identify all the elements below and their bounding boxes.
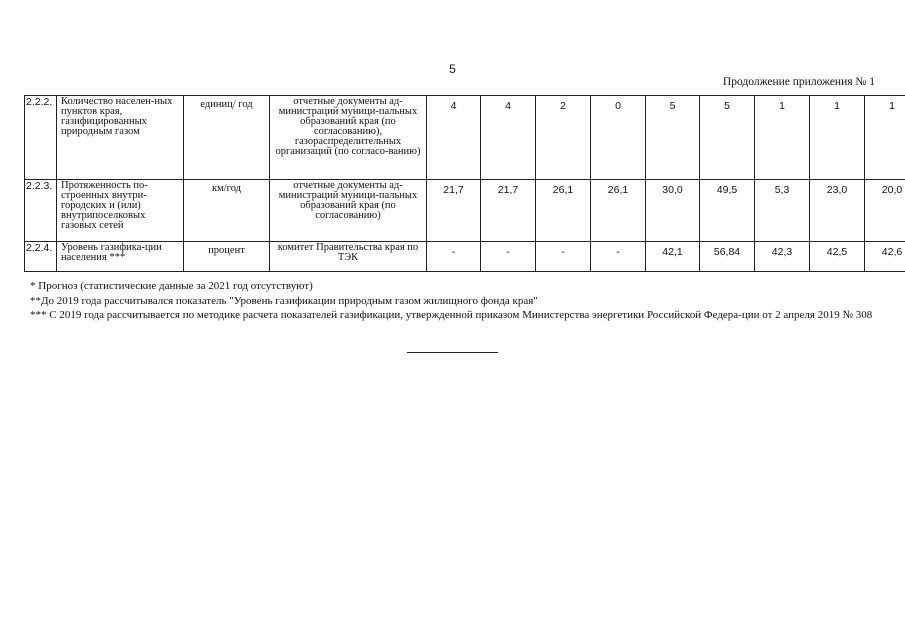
page-number: 5 — [449, 62, 456, 76]
value-cell: 5 — [700, 96, 755, 180]
footnote-before-2019: **До 2019 года рассчитывался показатель "Уровень газификации природным газом жилищного фонда края" — [30, 294, 538, 307]
value-cell: - — [591, 242, 646, 272]
closing-rule — [407, 352, 498, 353]
value-cell: 5 — [646, 96, 700, 180]
value-cell: 49,5 — [700, 180, 755, 242]
value-cell: 26,1 — [591, 180, 646, 242]
row-code-cell: 2.2.3. — [25, 180, 57, 242]
value-cell: 2 — [536, 96, 591, 180]
indicator-name-cell: Количество населен-ных пунктов края, газифицированных природным газом — [57, 96, 184, 180]
indicator-name-cell: Протяженность по-строенных внутри-городских и (или) внутрипоселковых газовых сетей — [57, 180, 184, 242]
footnote-forecast: * Прогноз (статистические данные за 2021 год отсутствуют) — [30, 280, 313, 292]
source-cell: комитет Правительства края по ТЭК — [270, 242, 427, 272]
value-cell: 30,0 — [646, 180, 700, 242]
value-cell: 1 — [810, 96, 865, 180]
value-cell: 4 — [481, 96, 536, 180]
value-cell: 42,3 — [755, 242, 810, 272]
footnotes — [30, 279, 890, 323]
value-cell: 21,7 — [427, 180, 481, 242]
indicators-table — [24, 95, 905, 272]
value-cell: - — [427, 242, 481, 272]
value-cell: 56,84 — [700, 242, 755, 272]
value-cell: 20,0 — [865, 180, 905, 242]
row-code-cell: 2.2.2. — [25, 96, 57, 180]
value-cell: 42,5 — [810, 242, 865, 272]
source-cell: отчетные документы ад-министраций муници-пальных образований края (по согласованию), газораспределительных организаций (по согласо-ванию) — [270, 96, 427, 180]
value-cell: 23,0 — [810, 180, 865, 242]
value-cell: 1 — [755, 96, 810, 180]
value-cell: 21,7 — [481, 180, 536, 242]
value-cell: - — [481, 242, 536, 272]
value-cell: 42,6 — [865, 242, 905, 272]
value-cell: 4 — [427, 96, 481, 180]
row-code-cell: 2.2.4. — [25, 242, 57, 272]
value-cell: 1 — [865, 96, 905, 180]
source-cell: отчетные документы ад-министраций муници-пальных образований края (по согласованию) — [270, 180, 427, 242]
table-row — [25, 180, 905, 242]
indicator-name-cell: Уровень газифика-ции населения *** — [57, 242, 184, 272]
continuation-caption: Продолжение приложения № 1 — [722, 76, 875, 88]
footnote-method-2019: *** С 2019 года рассчитывается по методике расчета показателей газификации, утвержденной приказом Министерства энергетики Российской Федера-ции от 2 апреля 2019 № 308 — [30, 309, 873, 321]
value-cell: - — [536, 242, 591, 272]
table-row — [25, 96, 905, 180]
value-cell: 0 — [591, 96, 646, 180]
value-cell: 26,1 — [536, 180, 591, 242]
unit-cell: единиц/ год — [184, 96, 270, 180]
table-row — [25, 242, 905, 272]
unit-cell: км/год — [184, 180, 270, 242]
value-cell: 5,3 — [755, 180, 810, 242]
unit-cell: процент — [184, 242, 270, 272]
value-cell: 42,1 — [646, 242, 700, 272]
